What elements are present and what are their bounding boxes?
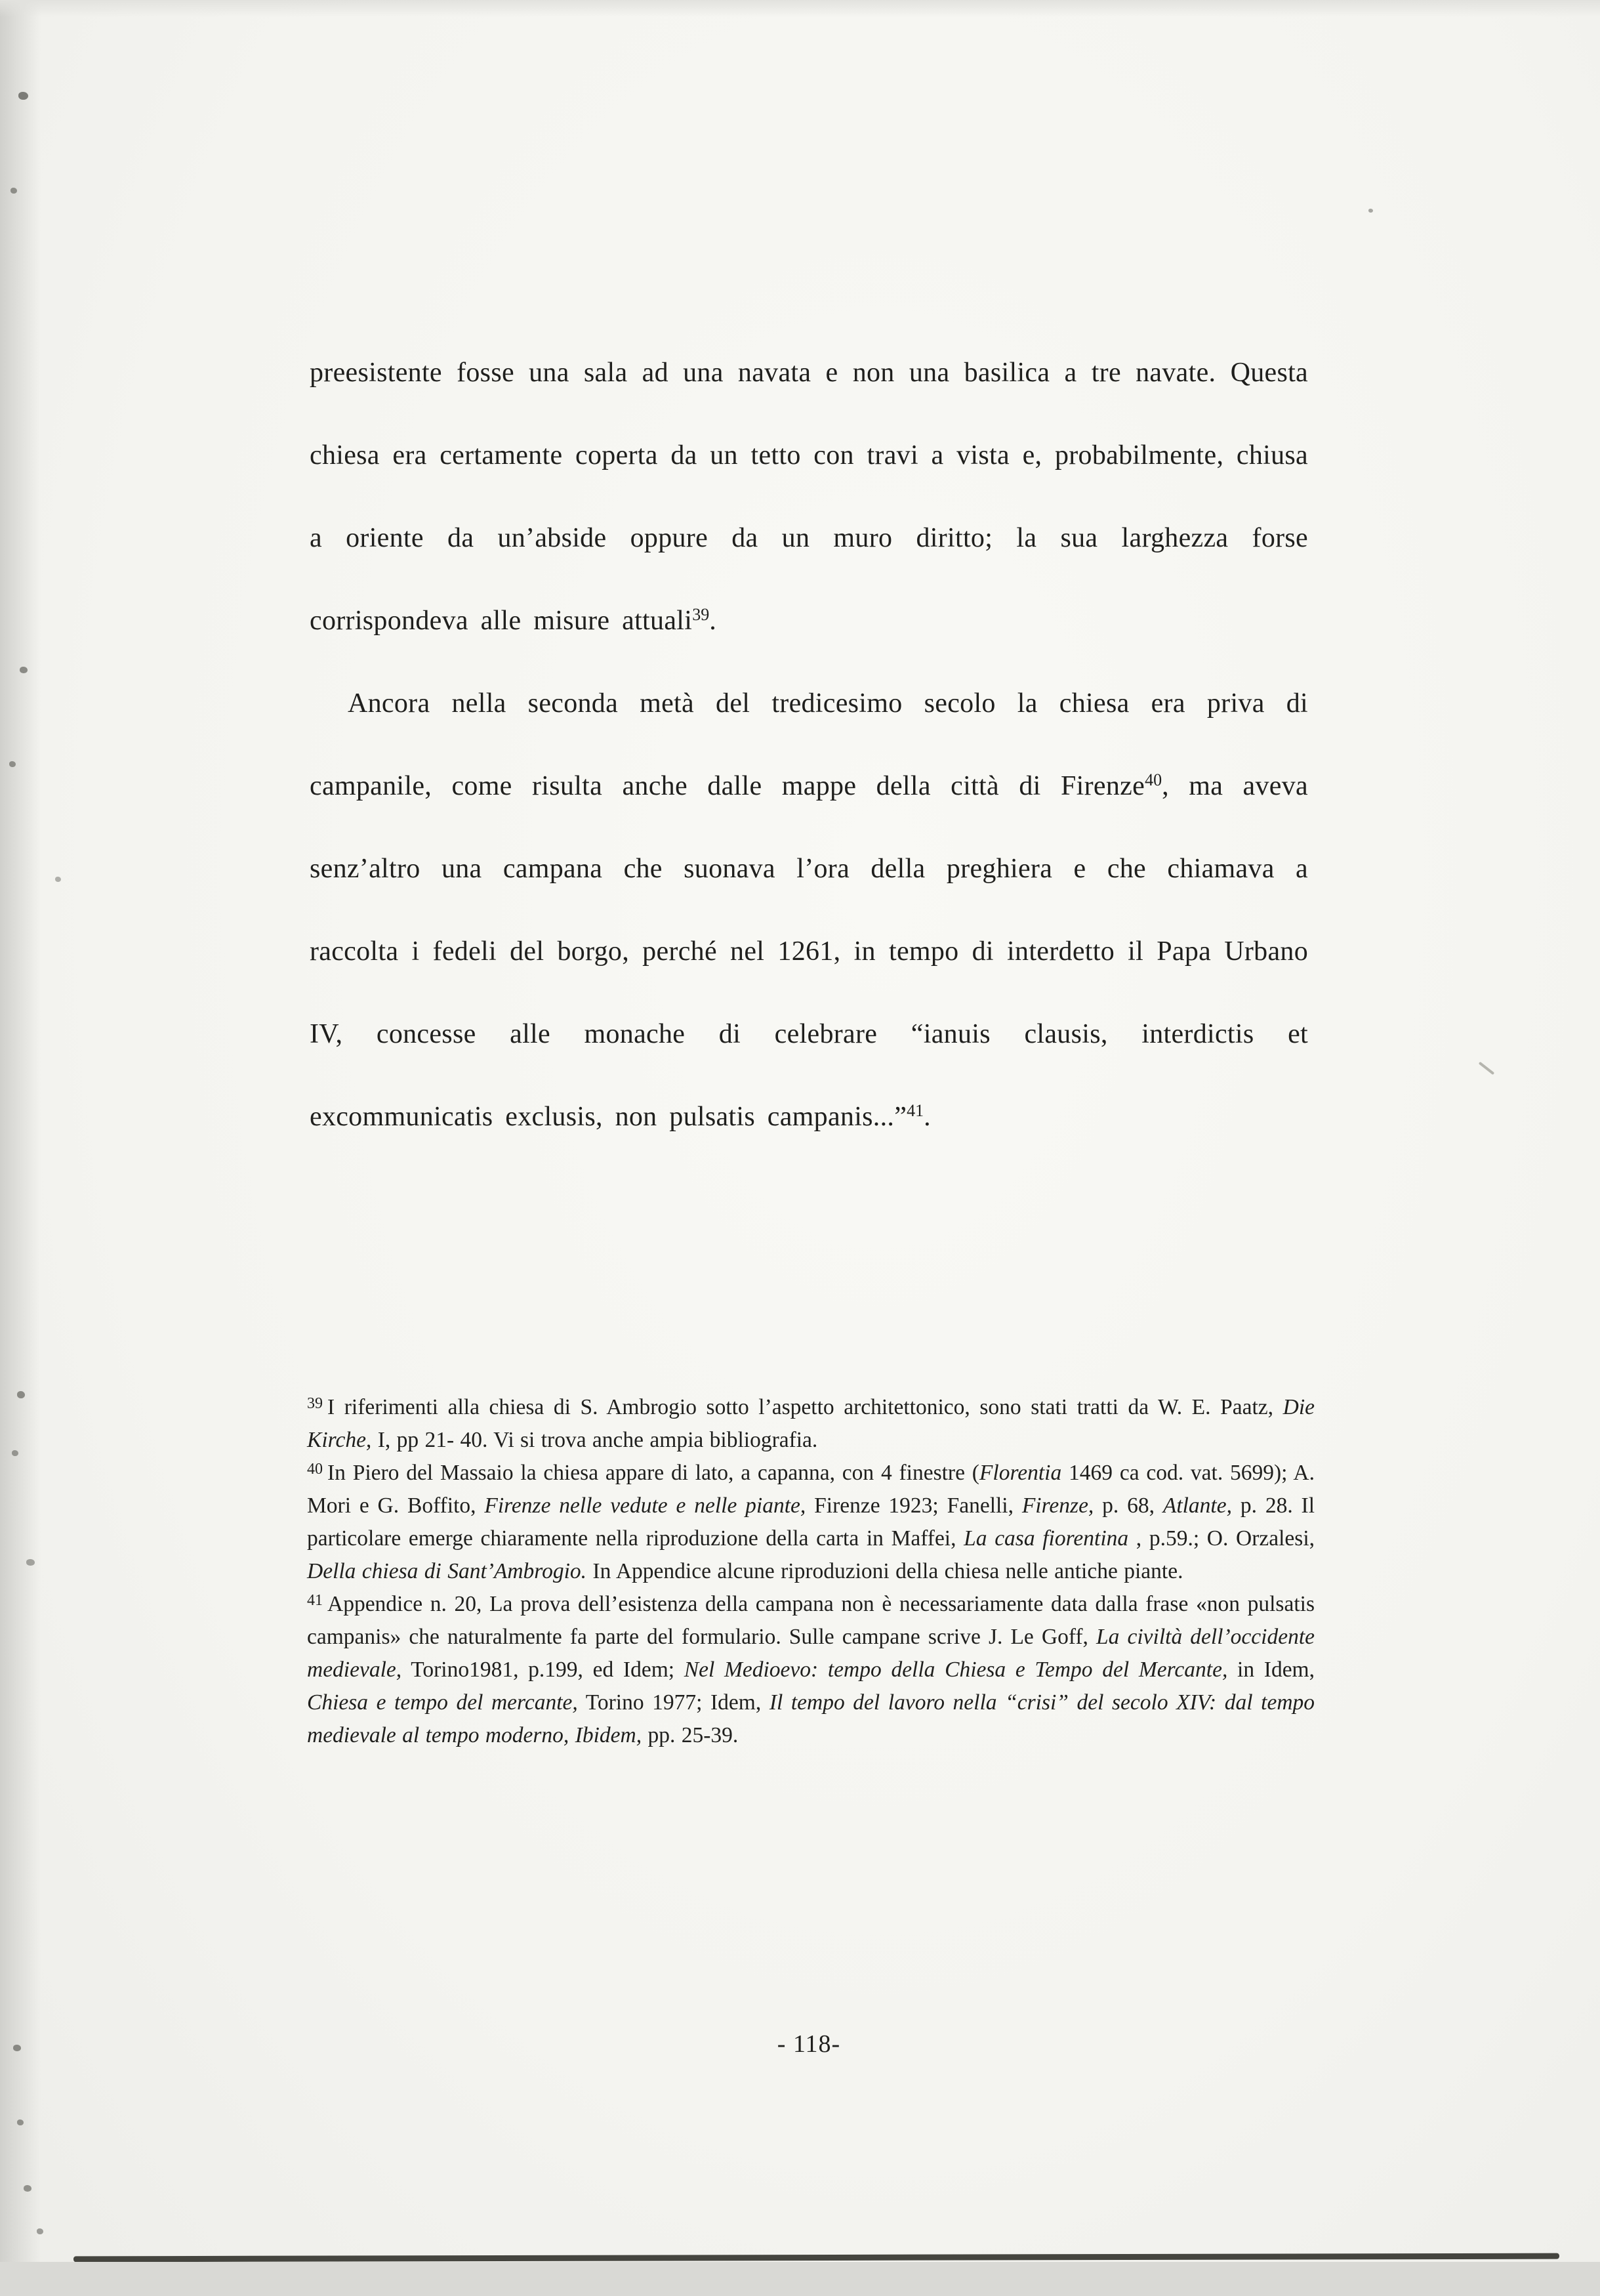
body-text [310, 331, 1308, 1158]
text-segment: . [709, 606, 717, 636]
text-segment: Florentia [979, 1461, 1062, 1485]
scan-left-edge-shadow [0, 0, 41, 2296]
page-number: - 118- [777, 2030, 841, 2058]
scan-bottom-edge-line [73, 2253, 1559, 2263]
scan-speck [20, 667, 28, 673]
scan-speck [17, 2119, 24, 2125]
scan-speck [1368, 209, 1373, 213]
text-segment: Atlante, [1162, 1493, 1232, 1518]
text-segment: Firenze nelle vedute e nelle piante, [484, 1493, 806, 1518]
text-segment: Torino 1977; Idem, [577, 1690, 769, 1715]
footnote-reference: 40 [1145, 770, 1162, 789]
footnote-marker: 39 [307, 1395, 323, 1412]
scan-speck [37, 2228, 43, 2234]
scan-speck [26, 1559, 35, 1566]
scan-top-edge-shadow [0, 0, 1600, 17]
text-segment: p. 28. Il particolare emerge chiaramente nella riproduzione della carta in Maffei, [307, 1493, 1315, 1551]
scan-speck [18, 92, 28, 100]
text-segment: . [924, 1102, 931, 1132]
text-segment: p. 68, [1094, 1493, 1163, 1518]
text-segment: Appendice n. 20, La prova dell’esistenza della campana non è necessariamente data dalla frase «non pulsatis campanis» che naturalmente fa parte del formulario. Sulle campane scrive J. Le Goff, [307, 1592, 1315, 1649]
text-segment: , ma aveva senz’altro una campana che suonava l’ora della preghiera e che chiamava a raccolta i fedeli del borgo, perché nel 1261, in tempo di interdetto il Papa Urbano IV, concesse alle monache di celebrare “ianuis clausis, interdictis et excommunicatis exclusis, non pulsatis campanis...” [310, 771, 1308, 1132]
footnote [307, 1457, 1315, 1588]
scan-speck [13, 2045, 21, 2051]
footnote-reference: 41 [907, 1101, 924, 1120]
footnote-marker: 41 [307, 1592, 323, 1609]
text-segment: I riferimenti alla chiesa di S. Ambrogio sotto l’aspetto architettonico, sono stati tratti da W. E. Paatz, [327, 1395, 1283, 1419]
text-segment: Nel Medioevo: tempo della Chiesa e Tempo del Mercante, [684, 1658, 1228, 1682]
text-segment: Firenze 1923; Fanelli, [806, 1493, 1022, 1518]
text-segment: La civiltà dell’occidente medievale, [307, 1625, 1315, 1682]
text-segment: , p.59.; O. Orzalesi, [1128, 1526, 1315, 1551]
scan-speck [10, 188, 17, 194]
text-segment: Ancora nella seconda metà del tredicesimo secolo la chiesa era priva di campanile, come risulta anche dalle mappe della città di Firenze [310, 688, 1308, 801]
text-segment: in Idem, [1227, 1658, 1315, 1682]
text-segment: In Appendice alcune riproduzioni della chiesa nelle antiche piante. [586, 1559, 1183, 1583]
text-segment: Torino1981, p.199, ed Idem; [401, 1658, 684, 1682]
text-segment: Die Kirche, [307, 1395, 1315, 1452]
text-segment: 1469 ca cod. vat. 5699); A. Mori e G. Boffito, [307, 1461, 1315, 1518]
scan-speck [9, 761, 16, 767]
scan-speck [24, 2185, 31, 2192]
text-segment: I, pp 21- 40. Vi si trova anche ampia bibliografia. [371, 1428, 818, 1452]
scan-bottom-edge-shadow [0, 2262, 1600, 2296]
scan-pen-mark [1479, 1062, 1495, 1075]
footnote [307, 1391, 1315, 1457]
text-segment: Chiesa e tempo del mercante, [307, 1690, 578, 1715]
text-segment: La casa fiorentina [964, 1526, 1129, 1551]
paragraph [310, 662, 1308, 1158]
footnote [307, 1588, 1315, 1752]
scan-speck [12, 1450, 18, 1456]
footnote-reference: 39 [692, 605, 710, 624]
text-segment: preesistente fosse una sala ad una navata e non una basilica a tre navate. Questa chiesa era certamente coperta da un tetto con travi a vista e, probabilmente, chiusa a oriente da un’abside oppure da un muro diritto; la sua larghezza forse corrispondeva alle misure attuali [310, 358, 1308, 636]
footnotes-section [307, 1391, 1315, 1752]
text-segment: pp. 25-39. [642, 1723, 739, 1747]
text-segment: Firenze, [1021, 1493, 1094, 1518]
text-segment: In Piero del Massaio la chiesa appare di lato, a capanna, con 4 finestre ( [327, 1461, 979, 1485]
scan-speck [55, 877, 61, 882]
scan-speck [17, 1391, 25, 1398]
text-segment: Il tempo del lavoro nella “crisi” del secolo XIV: dal tempo medievale al tempo moderno, Ibidem, [307, 1690, 1315, 1747]
footnote-marker: 40 [307, 1461, 323, 1478]
paragraph [310, 331, 1308, 662]
text-segment: Della chiesa di Sant’Ambrogio. [307, 1559, 587, 1583]
